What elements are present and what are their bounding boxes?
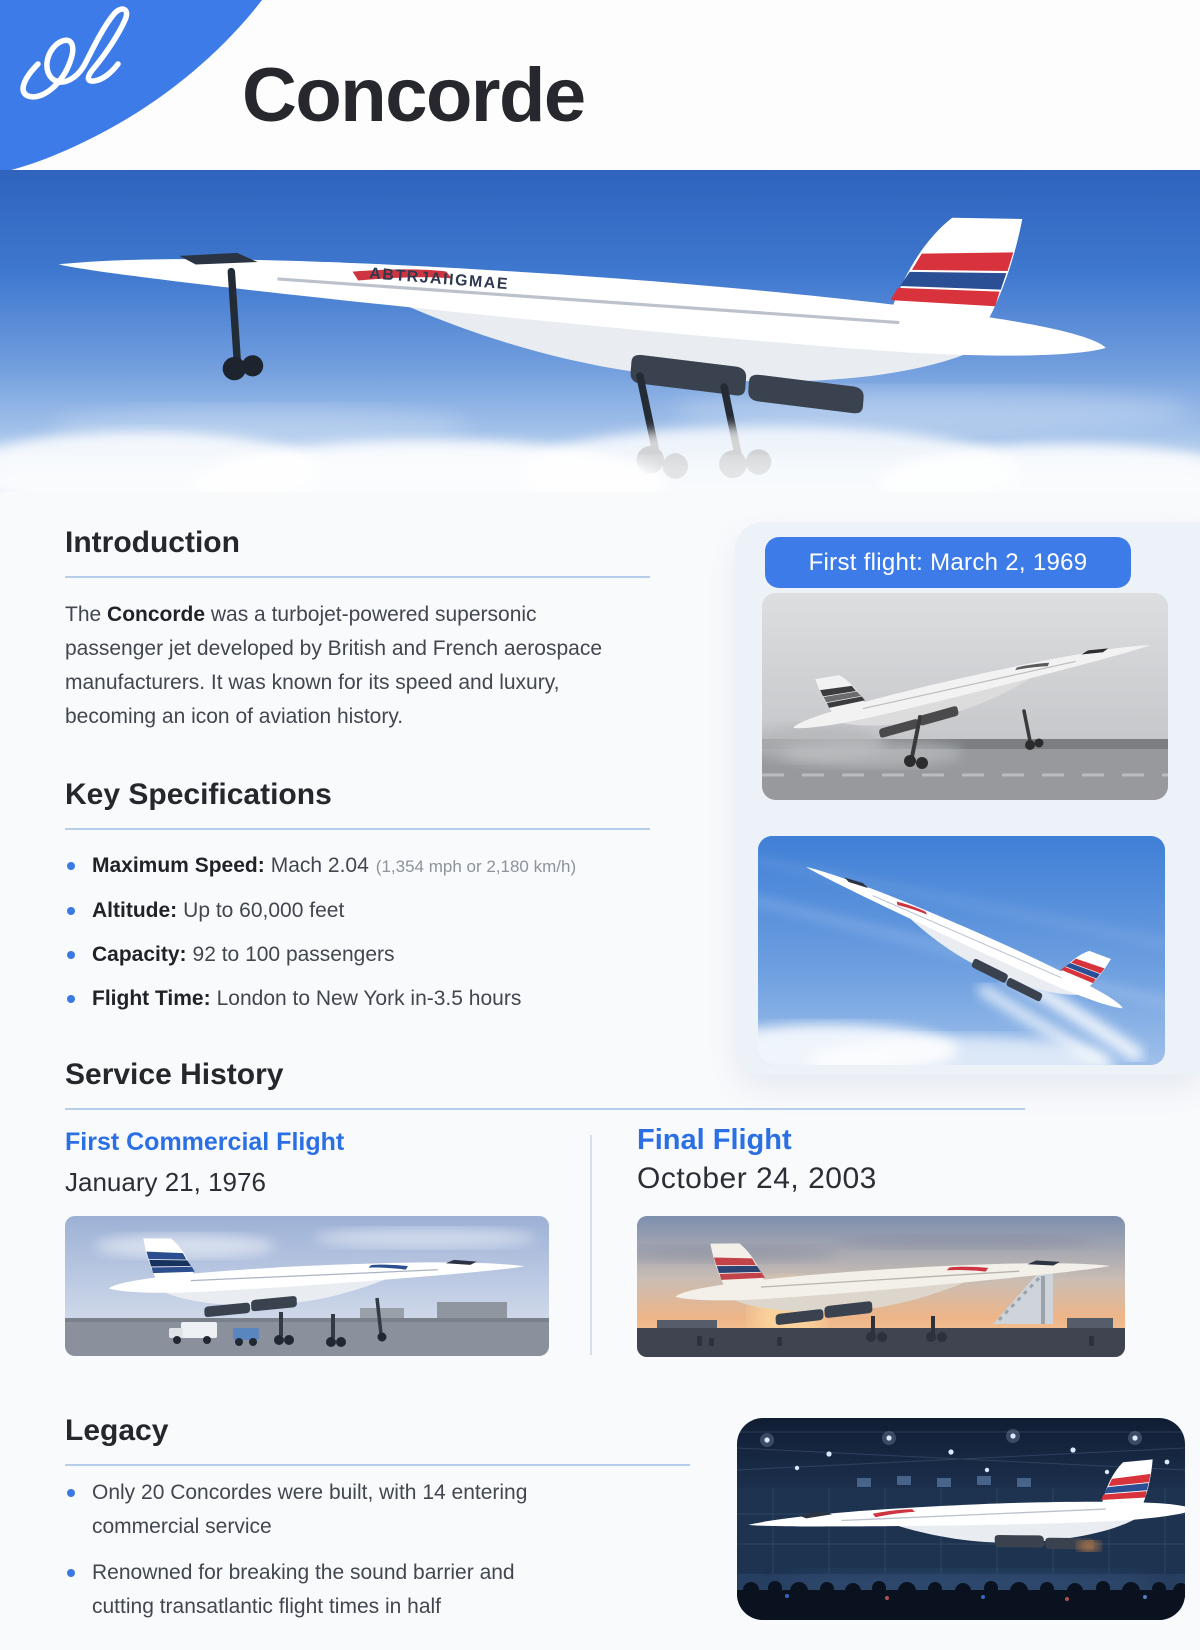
spec-item-flight-time: Flight Time: London to New York in-3.5 hours [65, 986, 705, 1012]
legacy-list [65, 1476, 570, 1636]
column-divider [590, 1135, 592, 1355]
first-flight-photo [762, 593, 1168, 800]
legacy-heading: Legacy [65, 1414, 690, 1466]
legacy-item: Only 20 Concordes were built, with 14 entering commercial service [65, 1476, 570, 1544]
first-flight-badge: First flight: March 2, 1969 [765, 537, 1131, 588]
intro-text-rest: was a turbojet-powered supersonic passenger jet developed by British and French aerospace manufacturers. It was known for its speed and luxury, becoming an icon of aviation history. [65, 603, 602, 728]
first-commercial-date: January 21, 1976 [65, 1167, 266, 1197]
hangar-photo [737, 1418, 1185, 1620]
service-history-heading: Service History [65, 1058, 1025, 1110]
final-flight-date: October 24, 2003 [637, 1162, 877, 1195]
introduction-paragraph [65, 598, 633, 734]
hero-livery-text: ABTRJAIIGMAE [368, 265, 510, 294]
bullet-icon [67, 1569, 75, 1577]
legacy-item: Renowned for breaking the sound barrier and cutting transatlantic flight times in half [65, 1556, 570, 1624]
bullet-icon [67, 907, 75, 915]
final-flight-title: Final Flight [637, 1124, 792, 1156]
climb-photo [758, 836, 1165, 1065]
bullet-icon [67, 995, 75, 1003]
bullet-icon [67, 862, 75, 870]
intro-text-prefix: The [65, 603, 108, 626]
spec-item-capacity: Capacity: 92 to 100 passengers [65, 942, 705, 968]
introduction-heading: Introduction [65, 526, 650, 578]
hero-photo [0, 170, 1200, 492]
key-specifications-heading: Key Specifications [65, 778, 650, 830]
key-specifications-list [65, 853, 705, 1030]
first-commercial-photo [65, 1216, 549, 1356]
bullet-icon [67, 1489, 75, 1497]
intro-text-bold: Concorde [107, 603, 206, 626]
page-title: Concorde [242, 53, 585, 138]
first-commercial-title: First Commercial Flight [65, 1128, 345, 1156]
page-header [0, 0, 1200, 170]
bullet-icon [67, 951, 75, 959]
spec-item-max-speed: Maximum Speed: Mach 2.04 (1,354 mph or 2,180 km/h) [65, 853, 705, 880]
spec-item-altitude: Altitude: Up to 60,000 feet [65, 898, 705, 924]
final-flight-photo [637, 1216, 1125, 1357]
